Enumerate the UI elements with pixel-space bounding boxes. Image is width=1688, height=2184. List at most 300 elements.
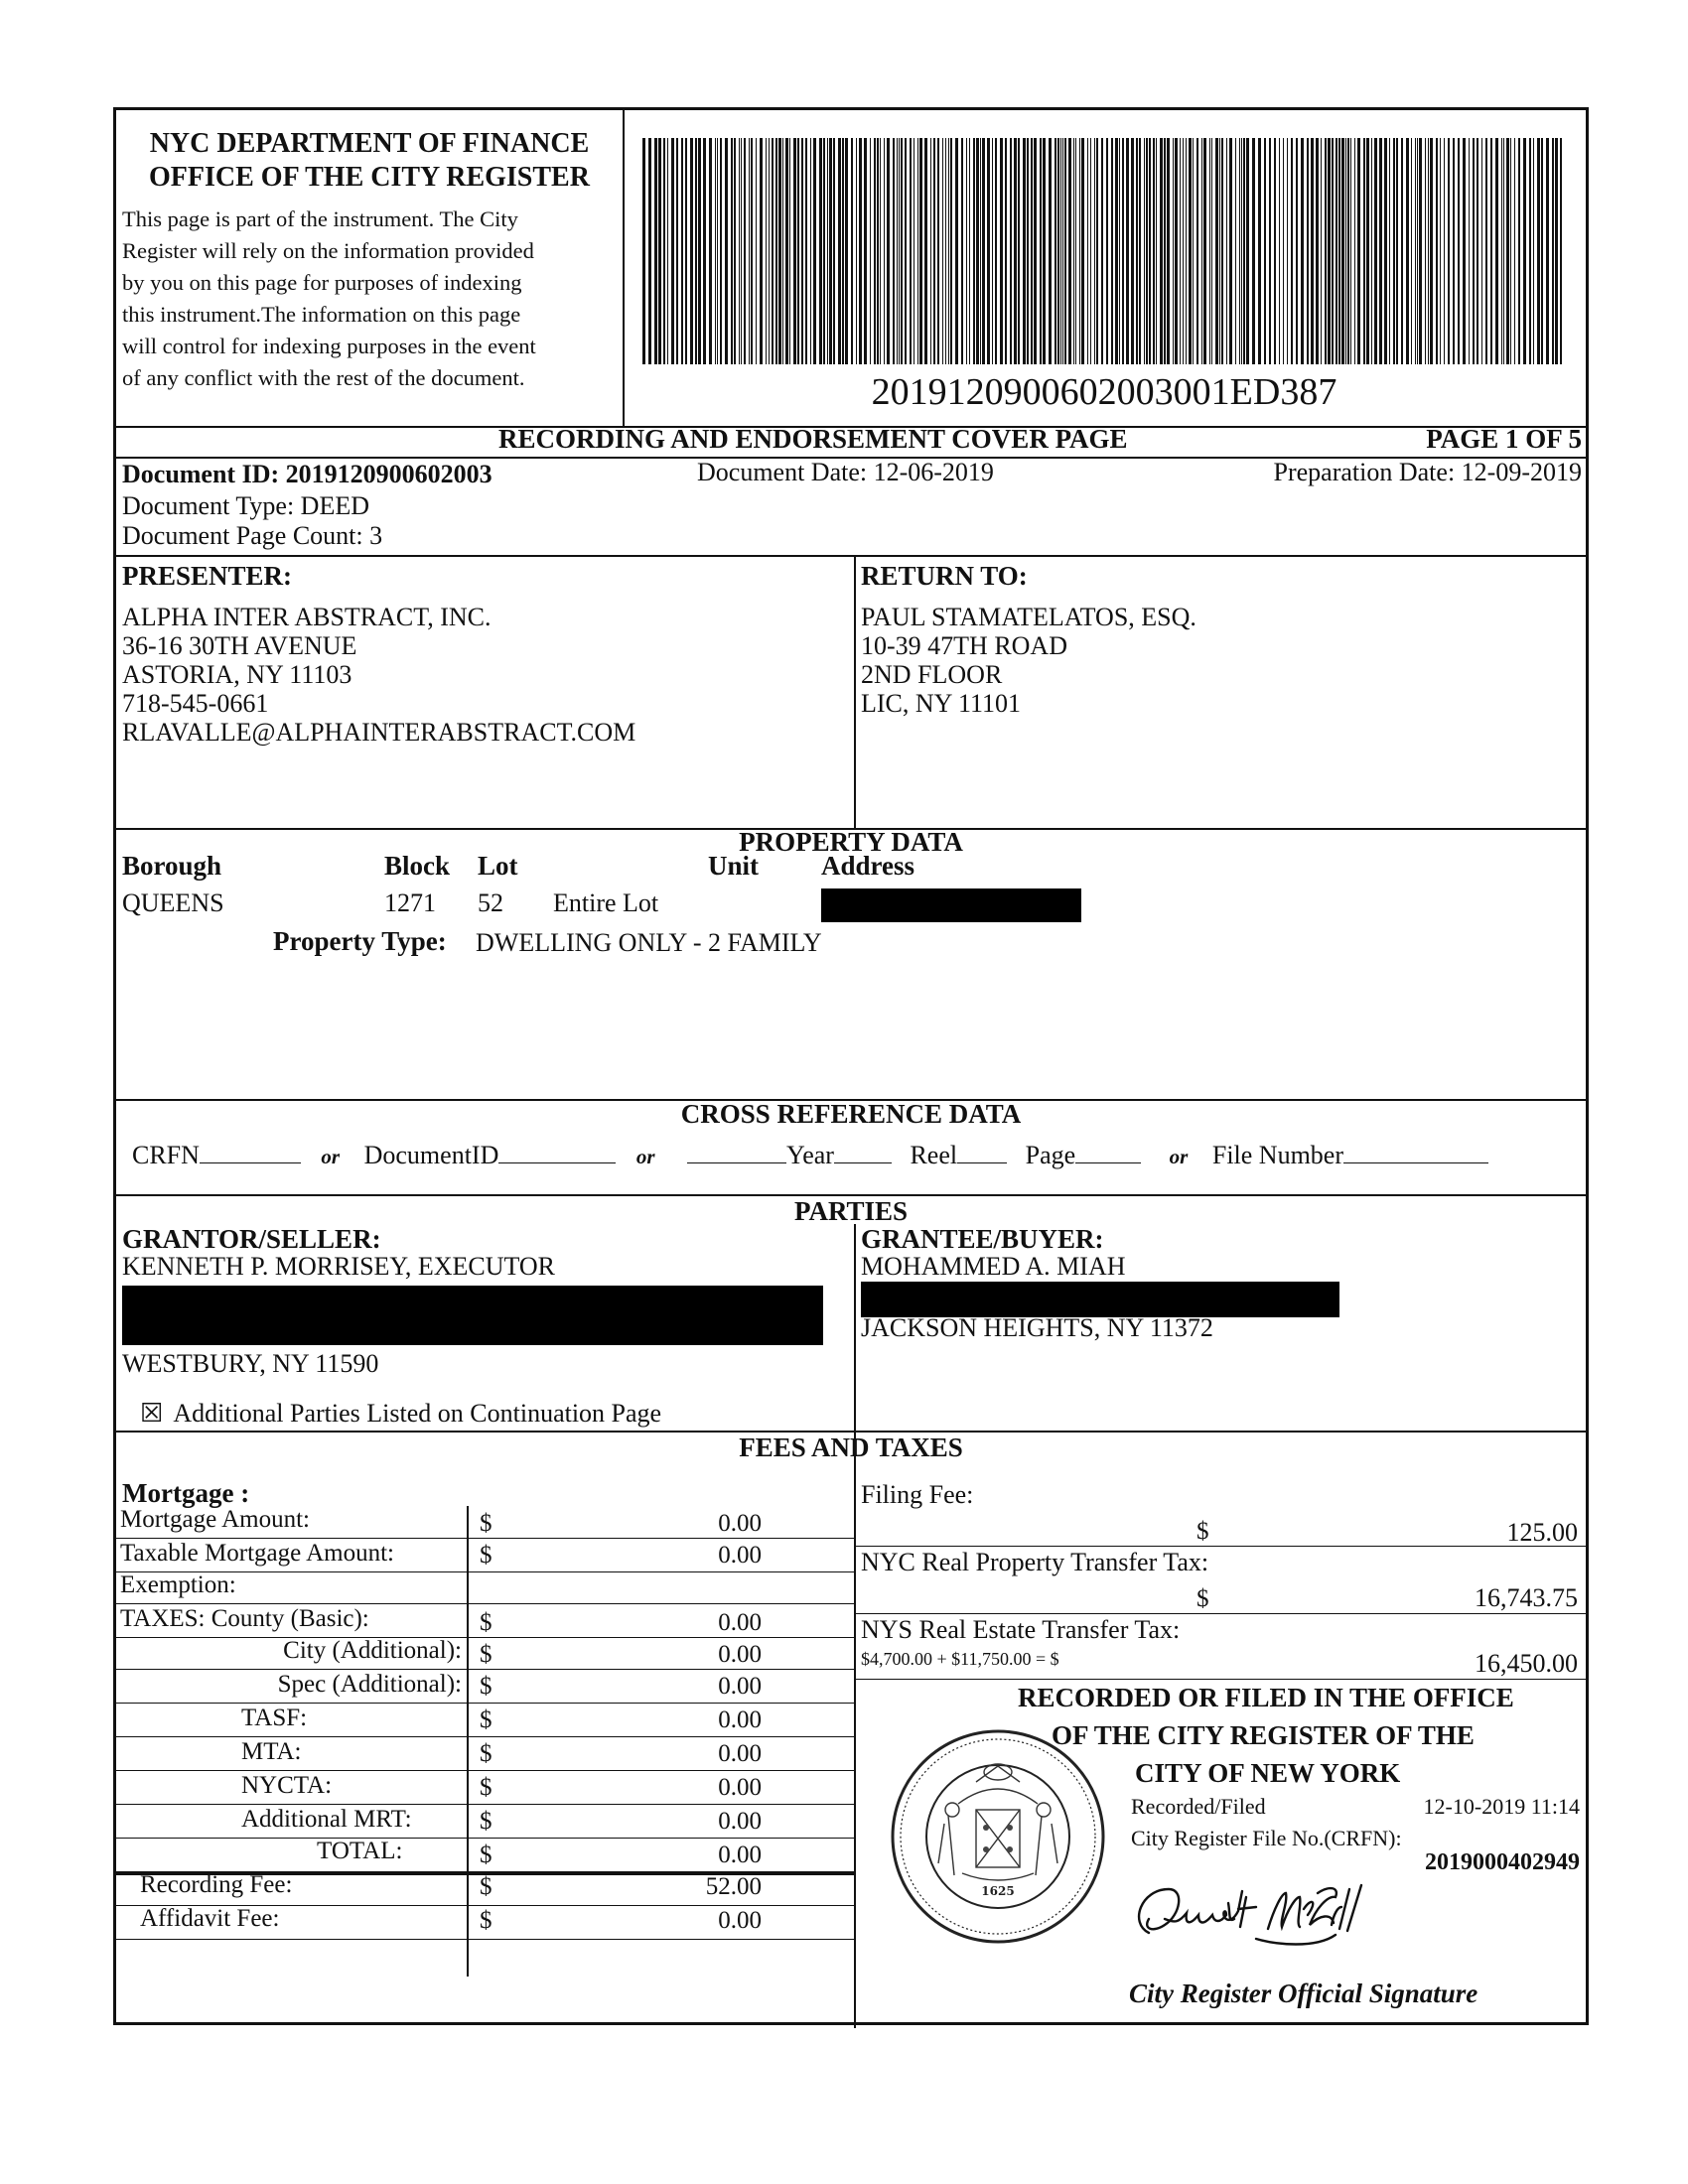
barcode-bar [1444, 138, 1445, 364]
barcode-bar [1221, 138, 1223, 364]
fee-label-taxable-mortgage: Taxable Mortgage Amount: [120, 1540, 394, 1567]
barcode-bar [1126, 138, 1129, 364]
barcode-bar [1332, 138, 1334, 364]
barcode-bar [734, 138, 736, 364]
barcode-bar [1164, 138, 1166, 364]
barcode-bar [1555, 138, 1558, 364]
barcode-bar [1087, 138, 1088, 364]
barcode-bar [1350, 138, 1351, 364]
barcode-number: 2019120900602003001ED387 [871, 371, 1337, 413]
barcode-bar [739, 138, 740, 364]
barcode-bar [833, 138, 835, 364]
currency: $ [480, 1673, 492, 1700]
barcode-bar [1325, 138, 1327, 364]
barcode-bar [995, 138, 997, 364]
redacted-address [821, 888, 1081, 922]
barcode-bar [797, 138, 799, 364]
barcode-bar [1463, 138, 1466, 364]
fee-label-mortgage-amount: Mortgage Amount: [120, 1506, 310, 1533]
barcode-bar [775, 138, 777, 364]
barcode-bar [801, 138, 803, 364]
barcode-bar [1183, 138, 1184, 364]
agency-name: NYC DEPARTMENT OF FINANCE [149, 128, 590, 159]
barcode-bar [1241, 138, 1242, 364]
barcode-bar [1311, 138, 1314, 364]
barcode-bar [1211, 138, 1212, 364]
currency: $ [480, 1808, 492, 1835]
property-type-value: DWELLING ONLY - 2 FAMILY [476, 928, 822, 957]
barcode-bar [1469, 138, 1470, 364]
barcode-bar [1186, 138, 1187, 364]
nys-transfer-tax-calculation: $4,700.00 + $11,750.00 = $ [861, 1649, 1059, 1669]
barcode-bar [1291, 138, 1293, 364]
col-address: Address [821, 851, 915, 881]
fee-value-recording: 52.00 [705, 1873, 762, 1900]
barcode-bar [1027, 138, 1029, 364]
fee-label-spec-additional: Spec (Additional): [277, 1671, 462, 1698]
barcode-bar [1336, 138, 1337, 364]
barcode-bar [942, 138, 943, 364]
lot-description: Entire Lot [553, 888, 659, 917]
additional-parties: ☒ Additional Parties Listed on Continuation Page [140, 1399, 662, 1428]
block-value: 1271 [384, 888, 436, 917]
page-number: PAGE 1 OF 5 [1426, 424, 1582, 454]
barcode-bar [982, 138, 985, 364]
barcode-bar [992, 138, 993, 364]
barcode-bar [1406, 138, 1409, 364]
seal-year: 1625 [981, 1884, 1015, 1898]
fee-value: 0.00 [718, 1673, 762, 1700]
barcode-bar [1269, 138, 1271, 364]
barcode-bar [966, 138, 967, 364]
barcode-bar [1096, 138, 1098, 364]
barcode-bar [893, 138, 895, 364]
barcode-bar [1316, 138, 1319, 364]
fee-value-total: 0.00 [718, 1842, 762, 1868]
barcode-bar [1379, 138, 1382, 364]
barcode-bar [973, 138, 975, 364]
barcode-bar [1081, 138, 1084, 364]
barcode-bar [663, 138, 665, 364]
nyc-transfer-tax-value: 16,743.75 [1475, 1583, 1578, 1612]
property-data-title: PROPERTY DATA [739, 827, 963, 857]
barcode-bar [864, 138, 867, 364]
barcode-bar [901, 138, 903, 364]
signature-image [1119, 1873, 1437, 1969]
barcode-bar [1425, 138, 1426, 364]
barcode-bar [884, 138, 885, 364]
barcode-bar [1119, 138, 1120, 364]
grantor-label: GRANTOR/SELLER: [122, 1224, 381, 1254]
fee-label-affidavit: Affidavit Fee: [140, 1905, 280, 1932]
currency: $ [480, 1774, 492, 1801]
barcode-bar [1090, 138, 1091, 364]
grantee-label: GRANTEE/BUYER: [861, 1224, 1104, 1254]
barcode-bar [917, 138, 918, 364]
barcode-bar [842, 138, 844, 364]
fee-label-additional-mrt: Additional MRT: [241, 1806, 412, 1833]
barcode-bar [1060, 138, 1061, 364]
barcode-bar [654, 138, 657, 364]
barcode-bar [760, 138, 763, 364]
col-lot: Lot [478, 851, 518, 881]
barcode-bar [1338, 138, 1340, 364]
barcode-bar [769, 138, 770, 364]
barcode-bar [805, 138, 807, 364]
lot-value: 52 [478, 888, 503, 917]
barcode-bar [1495, 138, 1498, 364]
redacted-grantor-address [122, 1286, 823, 1345]
crfn-value: 2019000402949 [1425, 1849, 1580, 1875]
currency: $ [1196, 1585, 1209, 1612]
barcode-bar [1031, 138, 1033, 364]
document-id-line: Document ID: 2019120900602003 [122, 460, 492, 488]
barcode-bar [930, 138, 931, 364]
document-type-line: Document Type: DEED [122, 491, 369, 520]
fee-value: 0.00 [718, 1740, 762, 1767]
barcode-bar [751, 138, 753, 364]
barcode-bar [1023, 138, 1026, 364]
barcode-bar [1473, 138, 1475, 364]
barcode-bar [987, 138, 990, 364]
fee-label-nycta: NYCTA: [241, 1772, 333, 1799]
currency: $ [480, 1907, 492, 1934]
barcode-bar [1252, 138, 1255, 364]
barcode-bar [813, 138, 816, 364]
grantee-city: JACKSON HEIGHTS, NY 11372 [861, 1313, 1213, 1342]
grantor-city: WESTBURY, NY 11590 [122, 1349, 379, 1378]
barcode-bar [937, 138, 939, 364]
fee-value-affidavit: 0.00 [718, 1907, 762, 1934]
barcode-bar [1440, 138, 1441, 364]
return-to-address: PAUL STAMATELATOS, ESQ. 10-39 47TH ROAD 2ND FLOOR LIC, NY 11101 [861, 603, 1196, 718]
barcode-bar [1485, 138, 1487, 364]
barcode-bar [690, 138, 693, 364]
barcode-bar [709, 138, 712, 364]
barcode-bar [1366, 138, 1369, 364]
barcode-bar [1229, 138, 1232, 364]
barcode-bar [1049, 138, 1052, 364]
barcode-bar [1014, 138, 1017, 364]
barcode-bar [948, 138, 949, 364]
nys-transfer-tax-label: NYS Real Estate Transfer Tax: [861, 1615, 1181, 1644]
barcode-bar [845, 138, 848, 364]
barcode-bar [919, 138, 922, 364]
recorded-filed-value: 12-10-2019 11:14 [1423, 1794, 1580, 1819]
barcode-bar [1189, 138, 1192, 364]
col-borough: Borough [122, 851, 222, 881]
barcode-bar [1064, 138, 1066, 364]
barcode-bar [819, 138, 822, 364]
barcode-bar [1537, 138, 1540, 364]
barcode-bar [1005, 138, 1007, 364]
barcode-bar [874, 138, 876, 364]
presenter-address: ALPHA INTER ABSTRACT, INC. 36-16 30TH AVENUE ASTORIA, NY 11103 718-545-0661 RLAVALLE@ALPHAINTERABSTRACT.COM [122, 603, 636, 747]
barcode-bar [698, 138, 701, 364]
barcode-bar [717, 138, 718, 364]
fee-value: 0.00 [718, 1808, 762, 1835]
document-date-line: Document Date: 12-06-2019 [697, 458, 994, 486]
barcode-bar [856, 138, 857, 364]
borough-value: QUEENS [122, 888, 224, 917]
barcode-bar [1307, 138, 1309, 364]
barcode-bar [1136, 138, 1138, 364]
barcode [642, 138, 1566, 364]
barcode-bar [1506, 138, 1509, 364]
barcode-bar [1345, 138, 1346, 364]
presenter-label: PRESENTER: [122, 561, 293, 591]
barcode-bar [1209, 138, 1210, 364]
barcode-bar [1321, 138, 1322, 364]
barcode-bar [1417, 138, 1418, 364]
barcode-bar [1193, 138, 1194, 364]
documentid-label: DocumentID [363, 1141, 499, 1169]
barcode-bar [897, 138, 898, 364]
barcode-bar [1490, 138, 1492, 364]
fee-label-exemption: Exemption: [120, 1571, 236, 1598]
property-type-label: Property Type: [273, 926, 447, 956]
barcode-bar [642, 138, 645, 364]
barcode-bar [1079, 138, 1080, 364]
recorded-line-1: RECORDED OR FILED IN THE OFFICE [1018, 1683, 1514, 1712]
nys-transfer-tax-value: 16,450.00 [1475, 1649, 1578, 1678]
barcode-bar [1173, 138, 1174, 364]
crfn-label: CRFN [132, 1141, 200, 1169]
barcode-bar [1428, 138, 1429, 364]
recorded-filed-label: Recorded/Filed [1131, 1794, 1266, 1819]
currency: $ [480, 1842, 492, 1868]
barcode-bar [793, 138, 796, 364]
fee-value: 0.00 [718, 1774, 762, 1801]
barcode-bar [785, 138, 788, 364]
fee-value: 0.00 [718, 1706, 762, 1733]
currency: $ [480, 1510, 492, 1537]
nyc-transfer-tax-label: NYC Real Property Transfer Tax: [861, 1548, 1209, 1576]
signature-caption: City Register Official Signature [1129, 1979, 1478, 2008]
barcode-bar [1160, 138, 1163, 364]
fees-title: FEES AND TAXES [739, 1433, 963, 1462]
barcode-bar [1144, 138, 1145, 364]
fee-label-mta: MTA: [241, 1738, 302, 1765]
barcode-bar [1503, 138, 1504, 364]
barcode-bar [1131, 138, 1134, 364]
barcode-bar [1075, 138, 1076, 364]
barcode-bar [1043, 138, 1046, 364]
fee-label-recording: Recording Fee: [140, 1871, 293, 1898]
barcode-bar [1153, 138, 1155, 364]
fee-label-total: TOTAL: [317, 1838, 403, 1864]
barcode-bar [1354, 138, 1355, 364]
barcode-bar [976, 138, 979, 364]
barcode-bar [741, 138, 742, 364]
barcode-bar [851, 138, 853, 364]
fee-value: 0.00 [718, 1510, 762, 1537]
barcode-bar [945, 138, 946, 364]
barcode-bar [1415, 138, 1416, 364]
barcode-bar [810, 138, 811, 364]
barcode-bar [782, 138, 783, 364]
page-label: Page [1025, 1141, 1076, 1169]
barcode-bar [703, 138, 706, 364]
barcode-bar [924, 138, 927, 364]
barcode-bar [1055, 138, 1056, 364]
cross-reference-title: CROSS REFERENCE DATA [680, 1099, 1022, 1129]
barcode-bar [1167, 138, 1170, 364]
barcode-bar [1000, 138, 1003, 364]
barcode-bar [1101, 138, 1103, 364]
cover-title: RECORDING AND ENDORSEMENT COVER PAGE [498, 424, 1128, 454]
barcode-bar [1156, 138, 1157, 364]
page-count-line: Document Page Count: 3 [122, 521, 383, 550]
barcode-bar [961, 138, 963, 364]
reel-label: Reel [910, 1141, 958, 1169]
filing-fee-label: Filing Fee: [861, 1480, 974, 1509]
barcode-bar [955, 138, 958, 364]
fee-label-city-additional: City (Additional): [283, 1637, 462, 1664]
city-seal-icon [889, 1724, 1107, 1949]
barcode-bar [870, 138, 871, 364]
barcode-bar [829, 138, 832, 364]
barcode-bar [1374, 138, 1377, 364]
barcode-bar [1296, 138, 1298, 364]
currency: $ [480, 1609, 492, 1636]
fee-value: 0.00 [718, 1542, 762, 1569]
barcode-bar [658, 138, 661, 364]
barcode-bar [1201, 138, 1202, 364]
barcode-bar [667, 138, 668, 364]
barcode-bar [1341, 138, 1344, 364]
barcode-bar [1040, 138, 1042, 364]
barcode-bar [905, 138, 907, 364]
notice-text: This page is part of the instrument. The City Register will rely on the information provided by you on this page for purposes of indexing this instrument.The information on this page will control for indexing purposes in the event of any conflict with the rest of the document. [122, 206, 536, 390]
barcode-bar [823, 138, 825, 364]
checked-box-icon: ☒ [140, 1399, 164, 1428]
barcode-bar [1246, 138, 1249, 364]
grantor-name: KENNETH P. MORRISEY, EXECUTOR [122, 1252, 556, 1281]
barcode-bar [1239, 138, 1240, 364]
file-number-label: File Number [1211, 1141, 1344, 1169]
barcode-bar [1196, 138, 1198, 364]
barcode-bar [1453, 138, 1455, 364]
recorded-line-3: CITY OF NEW YORK [1135, 1758, 1401, 1788]
barcode-bar [887, 138, 890, 364]
barcode-bar [1448, 138, 1450, 364]
barcode-bar [1264, 138, 1266, 364]
barcode-bar [1533, 138, 1534, 364]
barcode-bar [1458, 138, 1460, 364]
barcode-bar [950, 138, 952, 364]
cross-reference-fields: CRFN or DocumentID or Year Reel Page or File Number [132, 1141, 1488, 1170]
redacted-grantee-address [861, 1282, 1339, 1317]
barcode-bar [744, 138, 746, 364]
currency: $ [480, 1641, 492, 1668]
barcode-bar [1436, 138, 1438, 364]
barcode-bar [695, 138, 697, 364]
barcode-bar [1328, 138, 1331, 364]
barcode-bar [731, 138, 733, 364]
barcode-bar [969, 138, 970, 364]
barcode-bar [899, 138, 900, 364]
grantee-name: MOHAMMED A. MIAH [861, 1252, 1126, 1281]
barcode-bar [838, 138, 841, 364]
barcode-bar [1501, 138, 1502, 364]
barcode-bar [772, 138, 774, 364]
barcode-bar [1287, 138, 1288, 364]
barcode-bar [1235, 138, 1236, 364]
barcode-bar [756, 138, 757, 364]
barcode-bar [1115, 138, 1118, 364]
barcode-bar [1546, 138, 1549, 364]
currency: $ [480, 1873, 492, 1900]
year-label: Year [786, 1141, 834, 1169]
barcode-bar [1411, 138, 1412, 364]
barcode-bar [1301, 138, 1304, 364]
barcode-bar [859, 138, 862, 364]
fee-label-county-basic: TAXES: County (Basic): [120, 1605, 369, 1632]
barcode-bar [1396, 138, 1398, 364]
barcode-bar [1111, 138, 1113, 364]
barcode-bar [725, 138, 728, 364]
barcode-bar [1034, 138, 1037, 364]
barcode-bar [1529, 138, 1531, 364]
barcode-bar [933, 138, 935, 364]
barcode-bar [1146, 138, 1148, 364]
barcode-bar [1226, 138, 1227, 364]
barcode-bar [1371, 138, 1372, 364]
barcode-bar [980, 138, 981, 364]
cover-page-frame [113, 107, 1589, 2025]
barcode-bar [910, 138, 912, 364]
barcode-bar [1018, 138, 1020, 364]
parties-title: PARTIES [793, 1196, 909, 1226]
barcode-bar [1510, 138, 1511, 364]
barcode-bar [1393, 138, 1395, 364]
barcode-bar [1283, 138, 1284, 364]
barcode-bar [778, 138, 781, 364]
barcode-bar [766, 138, 767, 364]
barcode-bar [1384, 138, 1387, 364]
barcode-bar [1215, 138, 1218, 364]
barcode-bar [1347, 138, 1349, 364]
barcode-bar [1122, 138, 1124, 364]
col-unit: Unit [708, 851, 760, 881]
currency: $ [1196, 1518, 1209, 1545]
fee-value: 0.00 [718, 1641, 762, 1668]
barcode-bar [648, 138, 651, 364]
barcode-bar [1068, 138, 1071, 364]
currency: $ [480, 1740, 492, 1767]
barcode-bar [1073, 138, 1074, 364]
barcode-bar [1560, 138, 1562, 364]
barcode-bar [1057, 138, 1059, 364]
fee-value: 0.00 [718, 1609, 762, 1636]
return-to-label: RETURN TO: [861, 561, 1028, 591]
barcode-bar [1523, 138, 1526, 364]
barcode-bar [880, 138, 881, 364]
barcode-bar [1149, 138, 1151, 364]
barcode-bar [789, 138, 790, 364]
barcode-bar [1419, 138, 1422, 364]
barcode-bar [1389, 138, 1390, 364]
office-name: OFFICE OF THE CITY REGISTER [149, 162, 590, 193]
barcode-bar [1062, 138, 1063, 364]
barcode-bar [1010, 138, 1012, 364]
barcode-bar [1481, 138, 1482, 364]
barcode-bar [1203, 138, 1206, 364]
mortgage-label: Mortgage : [122, 1478, 250, 1508]
filing-fee-value: 125.00 [1506, 1518, 1578, 1547]
barcode-bar [1279, 138, 1280, 364]
